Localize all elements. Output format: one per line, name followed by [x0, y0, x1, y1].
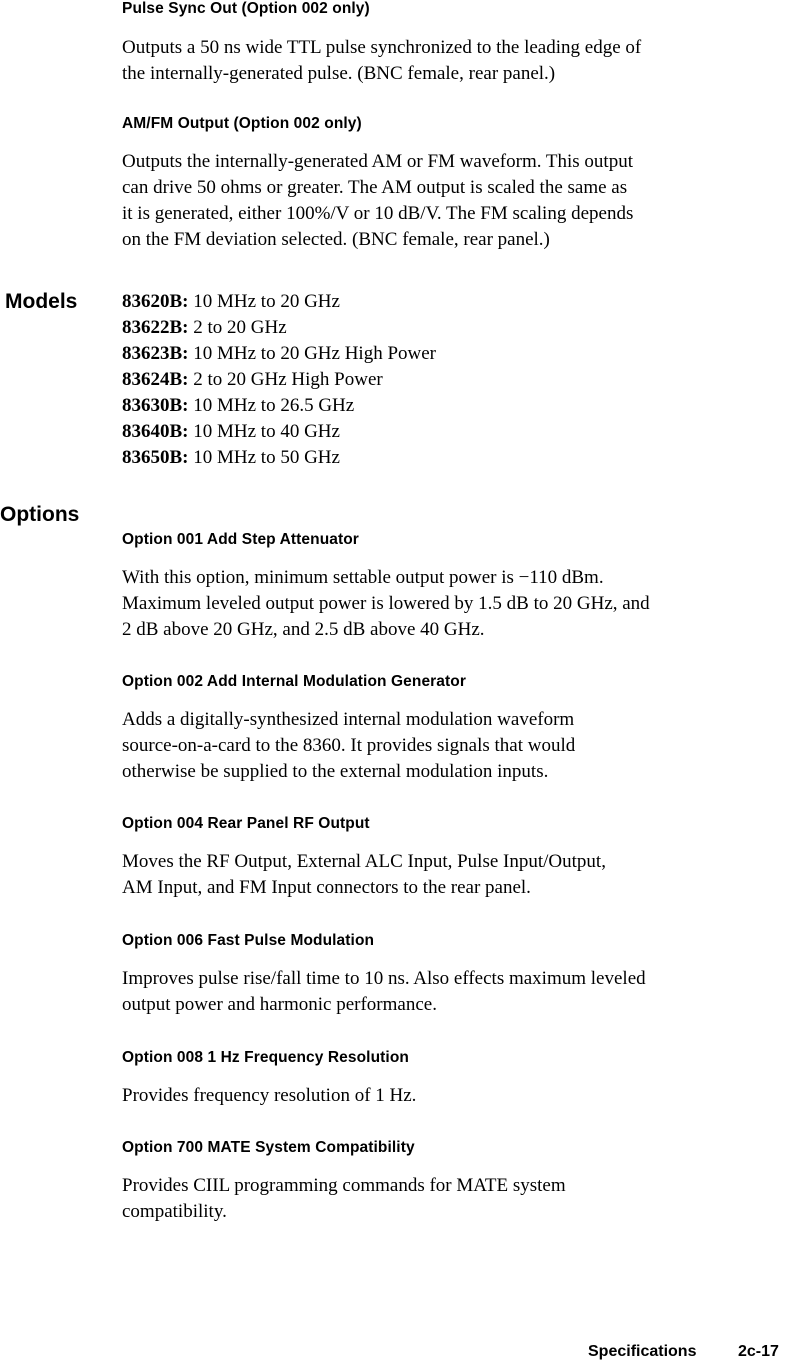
text-line: otherwise be supplied to the external modulation inputs. — [122, 761, 549, 782]
option-002-body — [122, 707, 790, 785]
model-number: 83623B: — [122, 343, 189, 364]
option-001-body — [122, 565, 790, 643]
footer-section-label: Specifications — [588, 1343, 697, 1360]
amfm-output-heading: AM/FM Output (Option 002 only) — [122, 115, 362, 132]
models-list — [122, 289, 436, 471]
text-line: With this option, minimum settable output power is −110 dBm. — [122, 567, 604, 588]
text-line: Outputs the internally-generated AM or FM waveform. This output — [122, 151, 633, 172]
text-line: 2 dB above 20 GHz, and 2.5 dB above 40 GHz. — [122, 619, 485, 640]
text-line: Maximum leveled output power is lowered by 1.5 dB to 20 GHz, and — [122, 593, 650, 614]
model-range: 2 to 20 GHz High Power — [193, 369, 383, 390]
model-item — [122, 367, 436, 393]
text-line: it is generated, either 100%/V or 10 dB/V. The FM scaling depends — [122, 203, 634, 224]
text-line: source-on-a-card to the 8360. It provides signals that would — [122, 735, 576, 756]
option-700-body — [122, 1173, 790, 1225]
text-line: output power and harmonic performance. — [122, 994, 437, 1015]
text-line: on the FM deviation selected. (BNC female, rear panel.) — [122, 229, 550, 250]
option-004-body — [122, 849, 790, 901]
text-line: AM Input, and FM Input connectors to the rear panel. — [122, 877, 531, 898]
model-number: 83630B: — [122, 395, 189, 416]
model-item — [122, 289, 436, 315]
option-002-heading: Option 002 Add Internal Modulation Generator — [122, 673, 466, 690]
model-number: 83640B: — [122, 421, 189, 442]
model-range: 10 MHz to 50 GHz — [193, 447, 340, 468]
text-line: Moves the RF Output, External ALC Input, Pulse Input/Output, — [122, 851, 606, 872]
text-line: Provides CIIL programming commands for MATE system — [122, 1175, 566, 1196]
text-line: the internally-generated pulse. (BNC female, rear panel.) — [122, 63, 556, 84]
option-008-body — [122, 1083, 790, 1109]
option-008-heading: Option 008 1 Hz Frequency Resolution — [122, 1049, 409, 1066]
model-item — [122, 419, 436, 445]
text-line: can drive 50 ohms or greater. The AM output is scaled the same as — [122, 177, 628, 198]
model-item — [122, 315, 436, 341]
model-number: 83622B: — [122, 317, 189, 338]
amfm-output-body — [122, 149, 790, 253]
model-range: 10 MHz to 20 GHz High Power — [193, 343, 437, 364]
text-line: Adds a digitally-synthesized internal modulation waveform — [122, 709, 575, 730]
model-range: 10 MHz to 26.5 GHz — [193, 395, 355, 416]
text-line: compatibility. — [122, 1201, 227, 1222]
model-number: 83620B: — [122, 291, 189, 312]
models-section-title: Models — [5, 290, 78, 313]
option-004-heading: Option 004 Rear Panel RF Output — [122, 815, 370, 832]
model-range: 10 MHz to 40 GHz — [193, 421, 340, 442]
option-006-body — [122, 966, 790, 1018]
model-number: 83650B: — [122, 447, 189, 468]
pulse-sync-body — [122, 35, 790, 87]
model-item — [122, 393, 436, 419]
option-001-heading: Option 001 Add Step Attenuator — [122, 531, 359, 548]
option-700-heading: Option 700 MATE System Compatibility — [122, 1139, 415, 1156]
footer-page-number: 2c-17 — [738, 1343, 779, 1360]
model-item — [122, 341, 436, 367]
text-line: Improves pulse rise/fall time to 10 ns. Also effects maximum leveled — [122, 968, 646, 989]
model-range: 2 to 20 GHz — [193, 317, 287, 338]
text-line: Provides frequency resolution of 1 Hz. — [122, 1085, 417, 1106]
model-item — [122, 445, 436, 471]
text-line: Outputs a 50 ns wide TTL pulse synchronized to the leading edge of — [122, 37, 642, 58]
option-006-heading: Option 006 Fast Pulse Modulation — [122, 932, 375, 949]
model-number: 83624B: — [122, 369, 189, 390]
model-range: 10 MHz to 20 GHz — [193, 291, 340, 312]
pulse-sync-heading: Pulse Sync Out (Option 002 only) — [122, 0, 370, 17]
options-section-title: Options — [0, 503, 80, 526]
